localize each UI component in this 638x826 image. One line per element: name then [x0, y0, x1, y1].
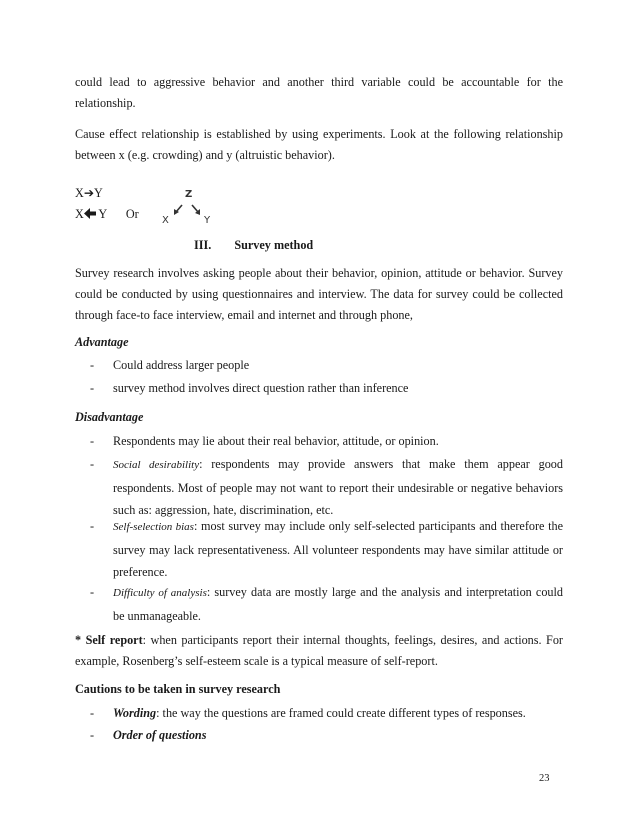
disadvantage-item: Social desirability: respondents may provide answers that make them appear good respondents. Most of people may not want to report their undesirable or negative behaviors such as: aggression, hate, discrimination, etc. — [113, 457, 563, 517]
page-number: 23 — [539, 773, 550, 784]
caution-item: Wording: the way the questions are framed could create different types of responses. — [113, 706, 526, 720]
paragraph-cause-effect: Cause effect relationship is established by using experiments. Look at the following relationship between x (e.g. crowding) and y (altruistic behavior). — [75, 127, 563, 162]
advantage-heading: Advantage — [75, 335, 129, 349]
disadvantage-item: Respondents may lie about their real behavior, attitude, or opinion. — [113, 434, 439, 448]
disadvantage-item: Self-selection bias: most survey may include only self-selected participants and therefore the survey may lack representativeness. All volunteer respondents may have similar attitude or preference. — [113, 519, 563, 579]
diagram-z: Z — [185, 189, 193, 200]
left-arrow-icon — [84, 205, 96, 223]
diagram-arrows — [160, 193, 230, 229]
relationship-x-to-y: X➔Y — [75, 186, 103, 200]
paragraph-survey-research: Survey research involves asking people about their behavior, opinion, attitude or behavior. Survey could be conducted by using questionnaires and interview. The data for survey could be collected through face-to face interview, email and internet and through phone, — [75, 266, 563, 322]
advantage-item: Could address larger people — [113, 358, 250, 372]
disadvantage-item: Difficulty of analysis: survey data are mostly large and the analysis and interpretation could be unmanageable. — [113, 585, 563, 623]
self-report-paragraph: * Self report: when participants report their internal thoughts, feelings, desires, and actions. For example, Rosenberg’s self-esteem scale is a typical measure of self-report. — [75, 633, 563, 668]
disadvantage-heading: Disadvantage — [75, 410, 144, 424]
advantage-item: survey method involves direct question rather than inference — [113, 381, 409, 395]
cautions-heading: Cautions to be taken in survey research — [75, 682, 281, 696]
third-variable-diagram — [160, 189, 230, 229]
diagram-x: X — [162, 215, 169, 226]
right-arrow-icon: ➔ — [83, 186, 95, 200]
or-label: Or — [125, 207, 139, 221]
diagram-y: Y — [204, 215, 211, 226]
paragraph-continued: could lead to aggressive behavior and another third variable could be accountable for the relationship. — [75, 75, 563, 110]
document-page: could lead to aggressive behavior and another third variable could be accountable for the relationship. Cause effect relationship is established by using experiments. Look at the following relationship between x (e.g. crowding) and y (altruistic behavior). X➔Y X Y Or Z X Y III. Survey method Survey research involves asking people about their behavior, opinion, attitude or behavior. Survey could be conducted by using questionnaires and interview. The data for survey could be collected through face-to face interview, email and internet and through phone, Advantage - Could address larger people - survey method involves direct question rather than inference Disadvantage - Respondents may lie about their real behavior, attitude, or opinion. - Social desirability: respondents may provide answers that make them appear good respondents. Most of people may not want to report their undesirable or negative behaviors such as: aggression, hate, discrimination, etc. - Self-selection bias: most survey may include only self-selected participants and therefore the survey may lack representativeness. All volunteer respondents may have similar attitude or preference. - Difficulty of analysis: survey data are mostly large and the analysis and interpretation could be unmanageable. * Self report: when participants report their internal thoughts, feelings, desires, and actions. For example, Rosenberg’s self-esteem scale is a typical measure of self-report. Cautions to be taken in survey research - Wording: the way the questions are framed could create different types of responses. - Order of questions 23 — [0, 0, 638, 826]
relationship-y-to-x: X Y Or — [75, 207, 139, 221]
section-heading: III. Survey method — [194, 238, 314, 252]
caution-item: Order of questions — [113, 728, 207, 742]
